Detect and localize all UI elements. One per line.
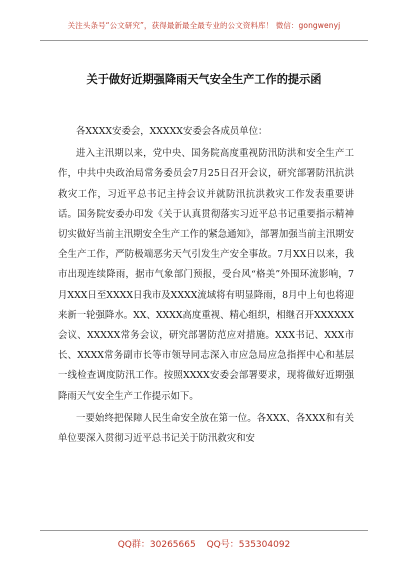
document-body [58, 122, 354, 449]
contact-footer [0, 537, 408, 550]
header-divider [40, 40, 368, 41]
qq-number-text: QQ号：535304092 [206, 540, 291, 550]
document-title: 关于做好近期强降雨天气安全生产工作的提示函 [86, 73, 322, 86]
qq-group-text: QQ群：30265665 [117, 540, 196, 550]
footer-divider [40, 530, 368, 531]
paragraph: 一要始终把保障人民生命安全放在第一位。各XXX、各XXX和有关单位要深入贯彻习近平总书记关于防汛救灾和安 [58, 412, 354, 445]
paragraph: 进入主汛期以来，党中央、国务院高度重视防汛防洪和安全生产工作，中共中央政治局常务委员会7月25日召开会议，研究部署防汛抗洪救灾工作，习近平总书记主持会议并就防汛抗洪救灾工作发表重要讲话。国务院安委办印发《关于认真贯彻落实习近平总书记重要指示精神切实做好当前主汛期安全生产工作的紧急通知》，部署加强当前主汛期安全生产工作，严防极端恶劣天气引发生产安全事故。7月XX日以来，我市出现连续降雨，据市气象部门预报，受台风“格美”外围环流影响，7月XXX日至XXXX日我市及XXXX流域将有明显降雨，8月中上旬也将迎来新一轮强降水。XX、XXXX高度重视、精心组织，相继召开XXXXXX会议、XXXXX常务会议，研究部署防范应对措施。XXX书记、XXX市长、XXXX常务副市长等市领导同志深入市应急局应急指挥中心和基层一线检查调度防汛工作。按照XXXX安委会部署要求，现将做好近期强降雨天气安全生产工作提示如下。 [58, 148, 354, 402]
promo-banner: 关注头条号“公文研究”，获得最新最全最专业的公文资料库！ 微信：gongwenyj [67, 21, 341, 30]
salutation: 各XXXX安委会，XXXXX安委会各成员单位： [76, 126, 268, 137]
